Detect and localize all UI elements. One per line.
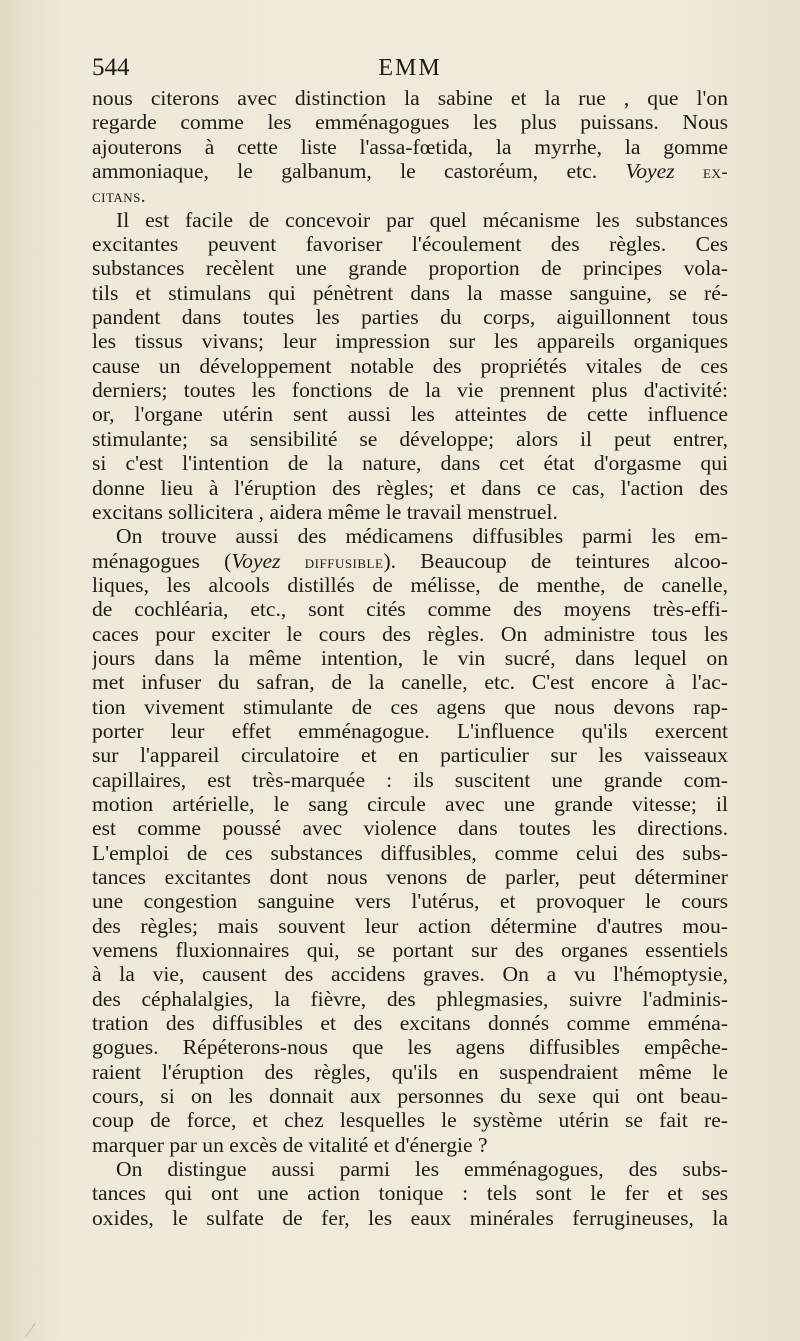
text-line: raient l'éruption des règles, qu'ils en suspendraient même le	[92, 1059, 728, 1084]
cross-reference-term: diffusible	[304, 551, 384, 573]
paragraph-start: On trouve aussi des médicamens diffusibles parmi les em-	[116, 524, 728, 549]
text-line: une congestion sanguine vers l'utérus, et provoquer le cours	[92, 889, 728, 914]
text-line: coup de force, et chez lesquelles le système utérin se fait re-	[92, 1108, 728, 1133]
text-line: tion vivement stimulante de ces agens que nous devons rap-	[92, 694, 728, 719]
text-line: ammoniaque, le galbanum, le castoréum, etc. Voyez ex-	[92, 159, 728, 184]
text-line: tration des diffusibles et des excitans donnés comme emména-	[92, 1011, 728, 1036]
text-line: cours, si on les donnait aux personnes du sexe qui ont beau-	[92, 1084, 728, 1109]
text-line: nous citerons avec distinction la sabine et la rue , que l'on	[92, 86, 728, 110]
text-line: pandent dans toutes les parties du corps, aiguillonnent tous	[92, 305, 728, 330]
text-line: excitans sollicitera , aidera même le travail menstruel.	[92, 499, 558, 524]
text-line: de cochléaria, etc., sont cités comme des moyens très-effi-	[92, 597, 728, 622]
text-line: est comme poussé avec violence dans toutes les directions.	[92, 816, 728, 841]
text-line: tils et stimulans qui pénètrent dans la masse sanguine, se ré-	[92, 280, 728, 305]
cross-reference-term: citans.	[92, 186, 147, 208]
text-line: jours dans la même intention, le vin sucré, dans lequel on	[92, 645, 728, 670]
paragraph-start: Il est facile de concevoir par quel mécanisme les substances	[116, 207, 728, 232]
text-line: excitantes peuvent favoriser l'écoulement des règles. Ces	[92, 232, 728, 257]
text-line: cause un développement notable des propriétés vitales de ces	[92, 353, 728, 378]
text-line: L'emploi de ces substances diffusibles, comme celui des subs-	[92, 840, 728, 865]
text-line: motion artérielle, le sang circule avec une grande vitesse; il	[92, 791, 728, 816]
text-line: stimulante; sa sensibilité se développe; alors il peut entrer,	[92, 426, 728, 451]
cross-reference-voyez: Voyez	[625, 159, 675, 184]
cross-reference-voyez: Voyez	[231, 548, 281, 573]
text-line: liques, les alcools distillés de mélisse, de menthe, de canelle,	[92, 572, 728, 597]
text-line: derniers; toutes les fonctions de la vie prennent plus d'activité:	[92, 378, 728, 403]
text-line: ajouterons à cette liste l'assa-fœtida, la myrrhe, la gomme	[92, 134, 728, 159]
text-line: caces pour exciter le cours des règles. On administre tous les	[92, 621, 728, 646]
text-line: met infuser du safran, de la canelle, etc. C'est encore à l'ac-	[92, 670, 728, 695]
text-line: vemens fluxionnaires qui, se portant sur des organes essentiels	[92, 938, 728, 963]
text-line: tances qui ont une action tonique : tels sont le fer et ses	[92, 1181, 728, 1206]
text-line: regarde comme les emménagogues les plus puissans. Nous	[92, 110, 728, 135]
text-line: sur l'appareil circulatoire et en particulier sur les vaisseaux	[92, 743, 728, 768]
page-number: 544	[92, 54, 130, 81]
page-edge-mark	[25, 1323, 56, 1337]
page-header	[92, 52, 728, 84]
text-line: capillaires, est très-marquée : ils suscitent une grande com-	[92, 767, 728, 792]
text-line: donne lieu à l'éruption des règles; et dans ce cas, l'action des	[92, 475, 728, 500]
text-line: or, l'organe utérin sent aussi les atteintes de cette influence	[92, 402, 728, 427]
text-line: porter leur effet emménagogue. L'influence qu'ils exercent	[92, 718, 728, 743]
text-line: des céphalalgies, la fièvre, des phlegmasies, suivre l'adminis-	[92, 986, 728, 1011]
text-line: oxides, le sulfate de fer, les eaux minérales ferrugineuses, la	[92, 1205, 728, 1230]
text-line: tances excitantes dont nous venons de parler, peut déterminer	[92, 865, 728, 889]
paragraph-start: On distingue aussi parmi les emménagogues, des subs-	[116, 1157, 728, 1182]
text-line: les tissus vivans; leur impression sur les appareils organiques	[92, 329, 728, 354]
text-line: marquer par un excès de vitalité et d'énergie ?	[92, 1132, 488, 1157]
text-line: substances recèlent une grande proportion de principes vola-	[92, 256, 728, 281]
running-head: EMM	[378, 55, 442, 81]
text-line	[92, 183, 728, 207]
text-line: des règles; mais souvent leur action détermine d'autres mou-	[92, 913, 728, 938]
text-line: ménagogues (Voyez diffusible). Beaucoup de teintures alcoo-	[92, 548, 728, 573]
text-line: gogues. Répéterons-nous que les agens diffusibles empêche-	[92, 1035, 728, 1060]
text-body	[92, 86, 728, 1230]
text-line: si c'est l'intention de la nature, dans cet état d'orgasme qui	[92, 451, 728, 476]
cross-reference-term: ex-	[703, 162, 728, 184]
text-line: à la vie, causent des accidens graves. On a vu l'hémoptysie,	[92, 962, 728, 987]
